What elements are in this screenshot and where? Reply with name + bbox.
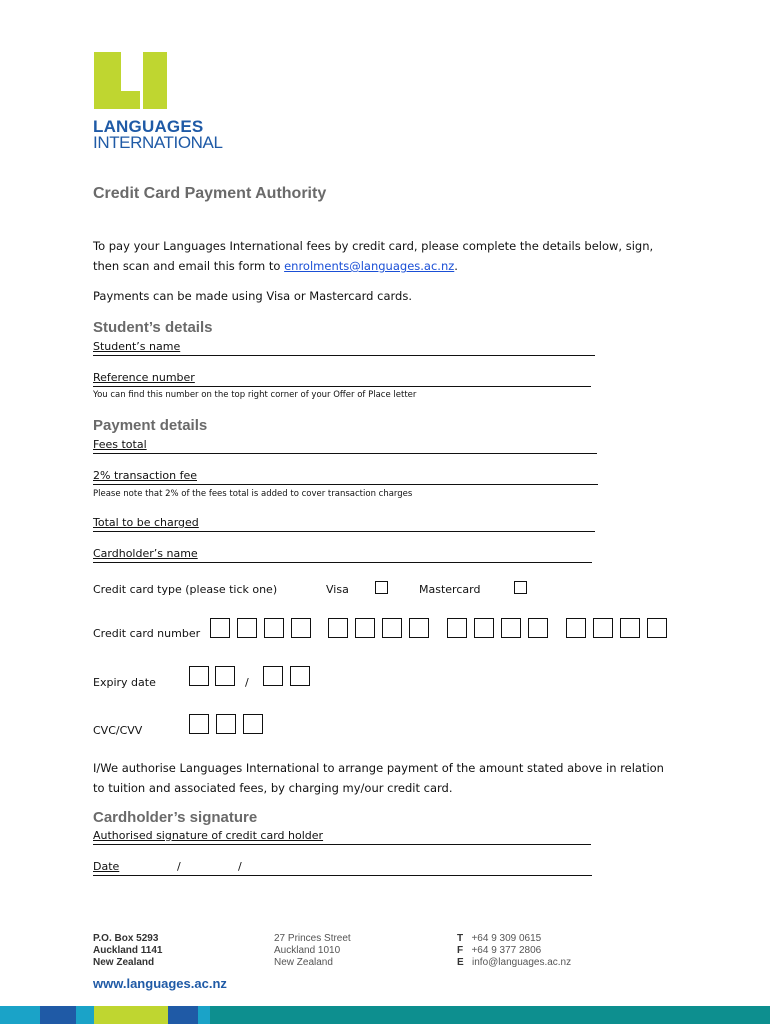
fax-key: F <box>457 945 464 956</box>
cardholder-name-label: Cardholder’s name <box>93 547 198 560</box>
street-line: 27 Princes Street <box>274 933 351 944</box>
phone-key: T <box>457 933 464 944</box>
visa-label: Visa <box>326 583 349 596</box>
signature-heading: Cardholder’s signature <box>93 809 258 826</box>
card-digit-box[interactable] <box>210 618 230 638</box>
fees-total-field[interactable] <box>93 438 597 454</box>
card-digit-box[interactable] <box>291 618 311 638</box>
reference-number-label: Reference number <box>93 371 195 384</box>
authorisation-line-1: I/We authorise Languages International to arrange payment of the amount stated above in relation <box>93 761 664 775</box>
students-heading: Student’s details <box>93 319 213 336</box>
card-digit-box[interactable] <box>447 618 467 638</box>
card-digit-box[interactable] <box>474 618 494 638</box>
card-digit-box[interactable] <box>328 618 348 638</box>
card-digit-box[interactable] <box>237 618 257 638</box>
bar-segment <box>0 1006 40 1024</box>
expiry-label: Expiry date <box>93 676 156 689</box>
transaction-fee-label: 2% transaction fee <box>93 469 197 482</box>
intro-line-2 <box>93 256 683 276</box>
bar-segment <box>76 1006 94 1024</box>
postal-line: Auckland 1141 <box>93 945 163 956</box>
email-value: info@languages.ac.nz <box>472 957 572 968</box>
logo-mark-l-foot <box>94 91 140 109</box>
card-digit-box[interactable] <box>382 618 402 638</box>
card-digit-box[interactable] <box>647 618 667 638</box>
cvc-digit-box[interactable] <box>216 714 236 734</box>
bar-segment <box>168 1006 198 1024</box>
expiry-month-box[interactable] <box>215 666 235 686</box>
intro-paragraph <box>93 236 683 276</box>
footer-contact <box>457 933 571 969</box>
logo-text-international: INTERNATIONAL <box>93 133 223 152</box>
logo-text-languages: LANGUAGES <box>93 117 204 136</box>
footer-postal-address <box>93 933 162 969</box>
email-key: E <box>457 957 464 968</box>
page-title: Credit Card Payment Authority <box>93 185 327 202</box>
date-label: Date <box>93 860 120 873</box>
total-charged-label: Total to be charged <box>93 516 199 529</box>
email-link[interactable]: enrolments@languages.ac.nz <box>284 259 455 273</box>
bar-segment <box>198 1006 210 1024</box>
intro-line-2-text: then scan and email this form to <box>93 259 285 273</box>
mastercard-checkbox[interactable] <box>514 581 527 594</box>
student-name-field[interactable] <box>93 340 595 356</box>
street-line: New Zealand <box>274 957 333 968</box>
cvc-digit-box[interactable] <box>243 714 263 734</box>
fees-total-label: Fees total <box>93 438 147 451</box>
cards-accepted-text: Payments can be made using Visa or Mastercard cards. <box>93 289 412 303</box>
fax-value: +64 9 377 2806 <box>471 945 542 956</box>
website-link[interactable]: www.languages.ac.nz <box>93 976 227 991</box>
card-digit-box[interactable] <box>355 618 375 638</box>
card-digit-box[interactable] <box>501 618 521 638</box>
date-field[interactable] <box>93 860 592 876</box>
card-digit-box[interactable] <box>593 618 613 638</box>
mastercard-label: Mastercard <box>419 583 481 596</box>
authorisation-line-2: to tuition and associated fees, by charging my/our credit card. <box>93 781 453 795</box>
cvc-label: CVC/CVV <box>93 724 143 737</box>
authorisation-text <box>93 758 683 798</box>
student-name-label: Student’s name <box>93 340 181 353</box>
logo-mark-i <box>143 52 167 109</box>
postal-line: New Zealand <box>93 957 155 968</box>
transaction-fee-field[interactable] <box>93 469 598 485</box>
reference-note: You can find this number on the top right corner of your Offer of Place letter <box>93 390 417 400</box>
bar-segment <box>210 1006 770 1024</box>
postal-line: P.O. Box 5293 <box>93 933 159 944</box>
total-charged-field[interactable] <box>93 516 595 532</box>
footer-street-address <box>274 933 351 969</box>
intro-line-1: To pay your Languages International fees by credit card, please complete the details below, sign, <box>93 239 654 253</box>
card-type-label: Credit card type (please tick one) <box>93 583 278 596</box>
visa-checkbox[interactable] <box>375 581 388 594</box>
date-separator-1: / <box>177 860 181 873</box>
intro-line-2-end: . <box>454 259 458 273</box>
street-line: Auckland 1010 <box>274 945 341 956</box>
bar-segment <box>94 1006 168 1024</box>
expiry-year-box[interactable] <box>290 666 310 686</box>
reference-number-field[interactable] <box>93 371 591 387</box>
phone-value: +64 9 309 0615 <box>471 933 542 944</box>
card-digit-box[interactable] <box>409 618 429 638</box>
card-digit-box[interactable] <box>620 618 640 638</box>
expiry-year-box[interactable] <box>263 666 283 686</box>
transaction-fee-note: Please note that 2% of the fees total is added to cover transaction charges <box>93 489 413 499</box>
bar-segment <box>40 1006 76 1024</box>
payment-heading: Payment details <box>93 417 208 434</box>
cardholder-name-field[interactable] <box>93 547 592 563</box>
signature-label: Authorised signature of credit card holder <box>93 829 324 842</box>
signature-field[interactable] <box>93 829 591 845</box>
expiry-month-box[interactable] <box>189 666 209 686</box>
card-digit-box[interactable] <box>528 618 548 638</box>
card-digit-box[interactable] <box>264 618 284 638</box>
date-separator-2: / <box>238 860 242 873</box>
card-digit-box[interactable] <box>566 618 586 638</box>
expiry-separator: / <box>245 676 249 689</box>
card-number-label: Credit card number <box>93 627 201 640</box>
cvc-digit-box[interactable] <box>189 714 209 734</box>
